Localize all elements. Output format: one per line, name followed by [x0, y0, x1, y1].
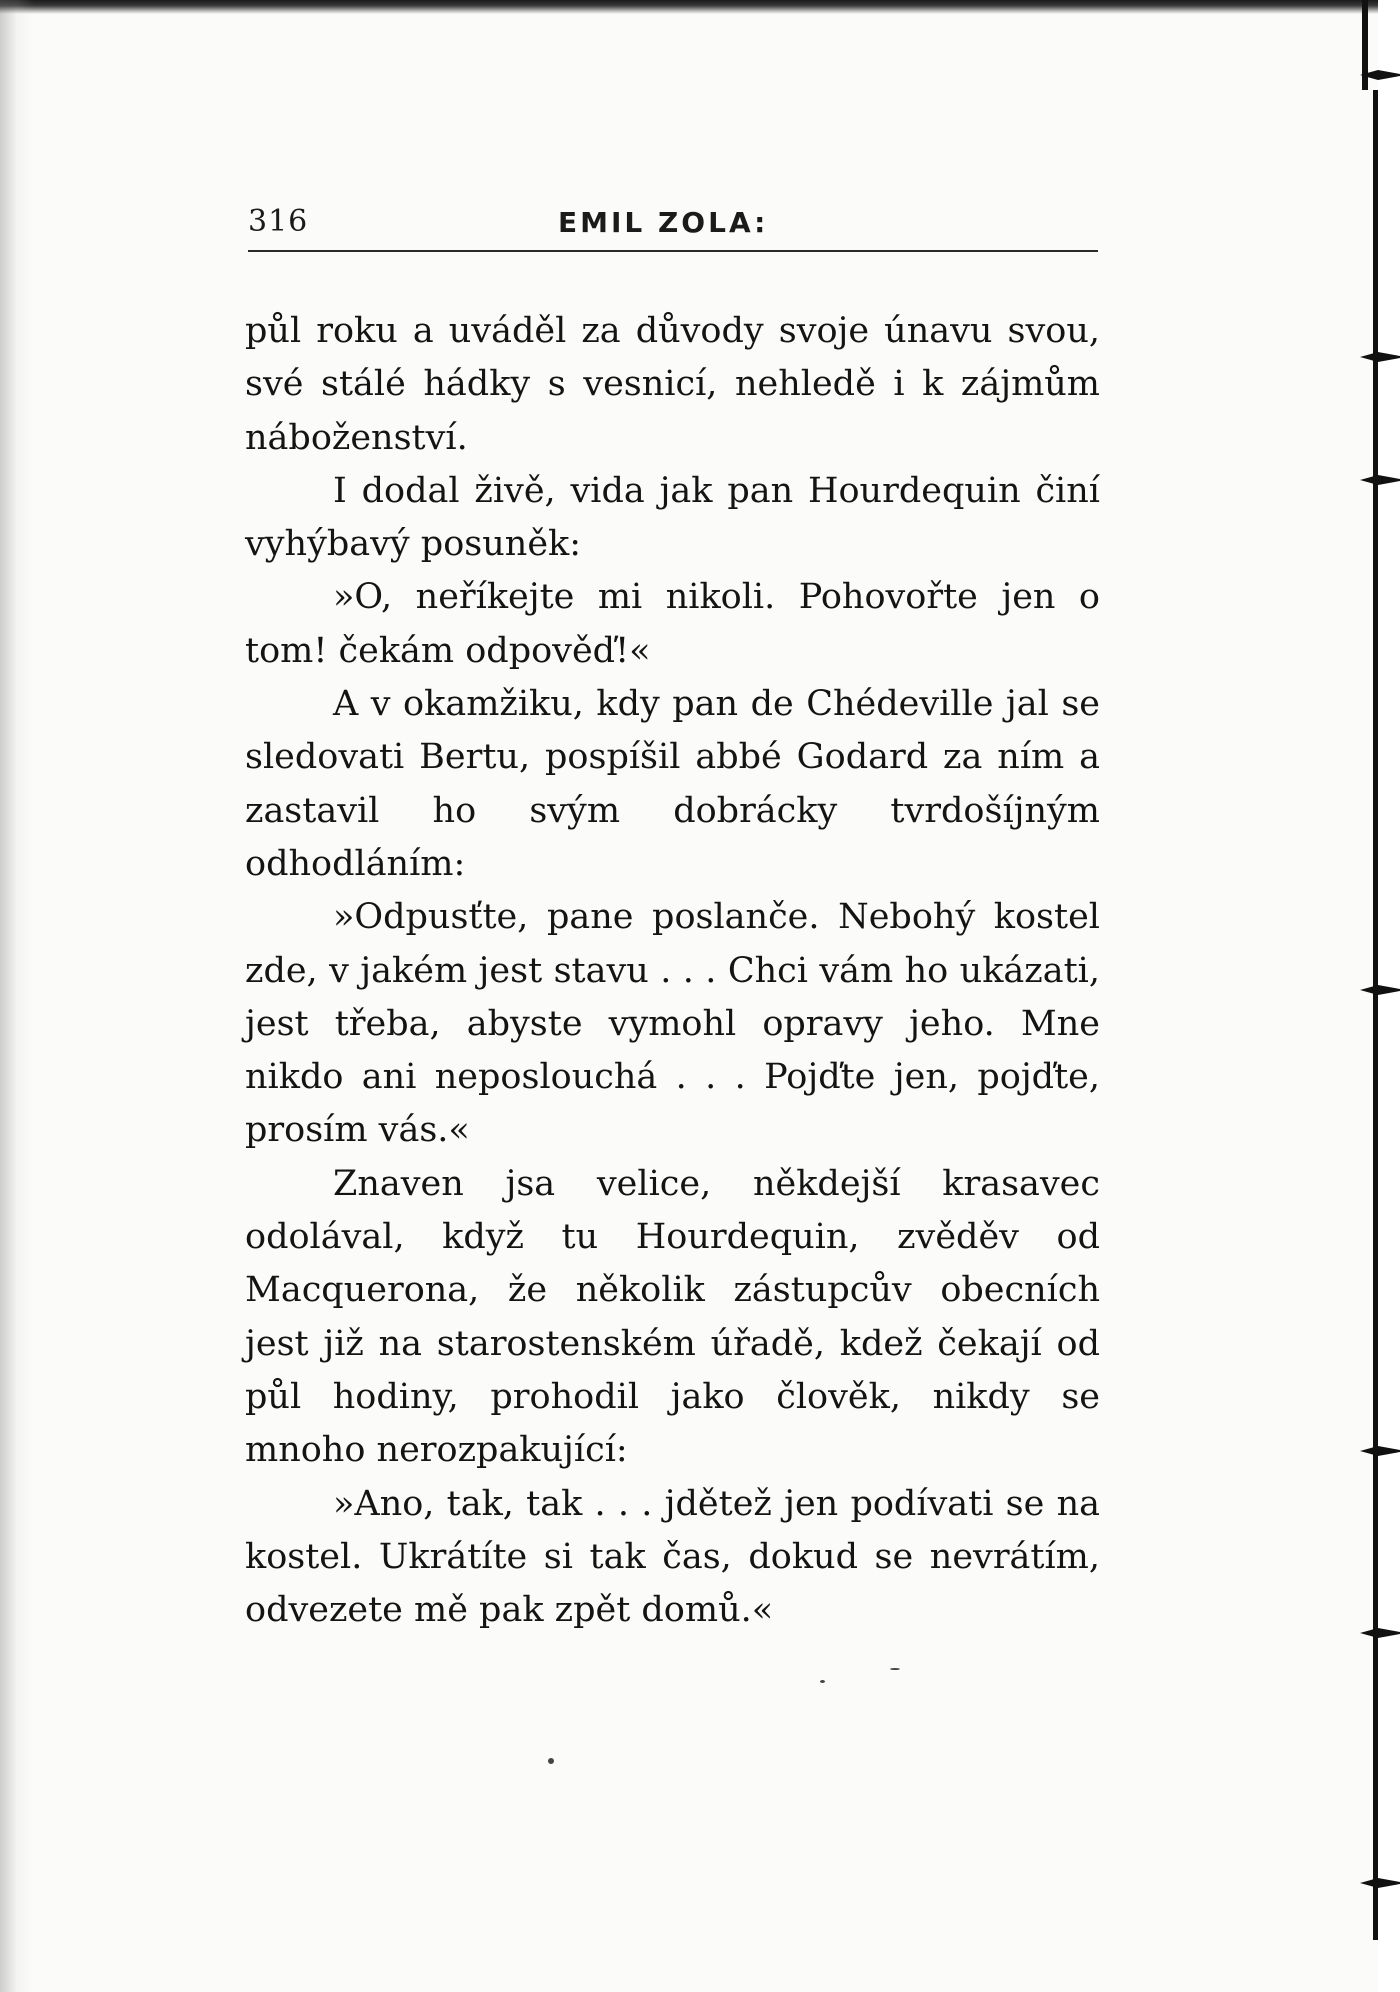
paragraph: Znaven jsa velice, někdejší krasavec odolával, když tu Hourdequin, zvěděv od Macquerona, že několik zástupcův obecních jest již na starostenském úřadě, kdež čekají od půl hodiny, prohodil jako člověk, nikdy se mnoho nerozpakující:: [245, 1163, 1100, 1471]
scan-speck: [890, 1668, 900, 1670]
scan-top-edge: [0, 0, 1400, 14]
page-number: 316: [248, 204, 309, 239]
running-head: EMIL ZOLA:: [558, 206, 769, 239]
scan-speck: [548, 1758, 554, 1764]
page-header: [248, 200, 1098, 252]
paragraph: »O, neříkejte mi nikoli. Pohovořte jen o tom! čekám odpověď!«: [245, 577, 1100, 671]
paragraph: »Ano, tak, tak . . . jdětež jen podívati se na kostel. Ukrátíte si tak čas, dokud se nevrátím, odvezete mě pak zpět domů.«: [245, 1483, 1100, 1631]
paragraph: »Odpusťte, pane poslanče. Nebohý kostel zde, v jakém jest stavu . . . Chci vám ho ukázati, jest třeba, abyste vymohl opravy jeho. Mne nikdo ani neposlouchá . . . Pojďte jen, pojďte, prosím vás.«: [245, 897, 1100, 1151]
body-text: [245, 305, 1100, 1637]
scan-speck: [820, 1680, 825, 1683]
scan-right-margin: [1378, 0, 1400, 1992]
paragraph: A v okamžiku, kdy pan de Chédeville jal se sledovati Bertu, pospíšil abbé Godard za ním a zastavil ho svým dobrácky tvrdošíjným odhodláním:: [245, 684, 1100, 884]
paragraph: I dodal živě, vida jak pan Hourdequin činí vyhýbavý posuněk:: [245, 470, 1100, 565]
paragraph: půl roku a uváděl za důvody svoje únavu svou, své stálé hádky s vesnicí, nehledě i k zájmům náboženství.: [245, 311, 1100, 458]
binding-edge: [1373, 90, 1378, 1940]
scan-left-shadow: [0, 0, 34, 1992]
